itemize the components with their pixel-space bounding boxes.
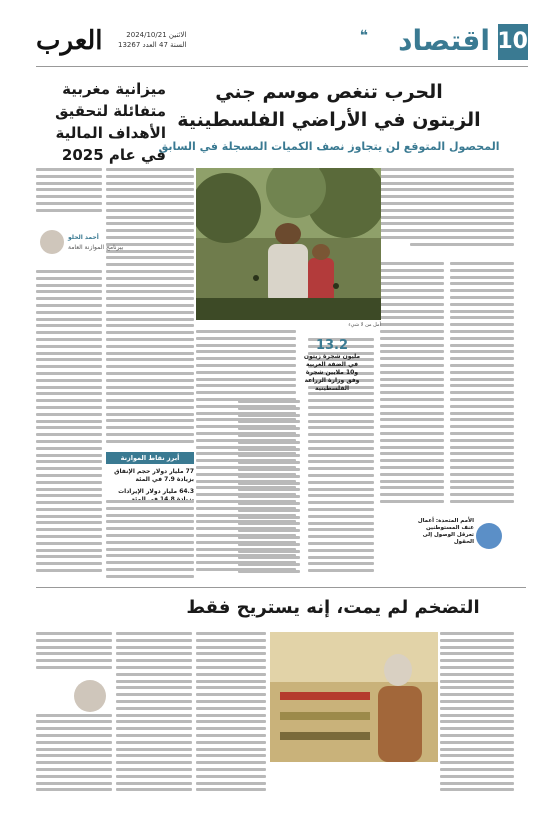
shopper-illustration <box>270 632 438 762</box>
photo-caption: أمل من لا شيء <box>348 322 381 328</box>
masthead-logo: العرب <box>36 26 103 56</box>
shopper-photo <box>270 632 438 762</box>
olive-harvest-illustration <box>196 168 381 320</box>
bottom-column-1 <box>440 632 514 802</box>
budget-facts-title: أبرز نقاط الموازنة <box>106 452 194 464</box>
pull-quote <box>300 338 364 393</box>
page-number: 10 <box>498 24 528 60</box>
side-column-3 <box>106 500 194 583</box>
section-title: اقتصاد <box>398 24 490 57</box>
budget-fact-1: 77 مليار دولار حجم الإنفاق بزيادة 7.9 في المئة <box>114 468 194 483</box>
un-caption: الأمم المتحدة: أعمال عنف المستوطنين تعرقل الوصول إلى الحقول <box>417 518 474 545</box>
main-column-5 <box>196 330 296 583</box>
main-subtitle: المحصول المتوقع لن يتجاوز نصف الكميات المسجلة في السابق <box>158 140 500 153</box>
author-name: أحمد الحلو <box>68 234 99 241</box>
quote-mark-icon: ❝ <box>359 28 368 44</box>
bottom-column-2 <box>196 632 266 802</box>
bottom-headline: التضخم لم يمت، إنه يستريح فقط <box>186 597 480 618</box>
author-role: بيرنامج الموازنة العامة <box>68 244 124 251</box>
main-headline-line1: الحرب تنغص موسم جني <box>215 81 443 103</box>
main-headline <box>144 78 514 134</box>
issue-date: الاثنين 2024/10/21 <box>126 31 187 39</box>
budget-fact-2: 64.3 مليار دولار الإيرادات <box>118 488 194 495</box>
issue-info <box>118 30 186 50</box>
side-column-2-top <box>36 168 102 220</box>
main-headline-line2: الزيتون في الأراضي الفلسطينية <box>177 109 481 131</box>
issue-number: السنة 47 العدد 13267 <box>118 41 187 49</box>
side-headline: ميزانية مغربية متفائلة لتحقيق الأهداف المالية في عام 2025 <box>55 80 166 164</box>
bottom-column-4 <box>36 632 112 802</box>
bottom-column-3 <box>116 632 192 802</box>
author-avatar <box>40 230 64 254</box>
side-column-2 <box>36 270 102 583</box>
main-column-1 <box>450 262 514 512</box>
author-box <box>36 224 166 264</box>
main-column-2 <box>380 262 444 512</box>
page-header <box>36 20 528 70</box>
un-logo-icon <box>476 523 502 549</box>
main-intro-column <box>366 168 514 253</box>
budget-facts-box <box>106 452 194 504</box>
side-column-1 <box>106 168 194 448</box>
pull-quote-number: 13.2 <box>315 338 349 353</box>
story-divider <box>36 587 526 588</box>
olive-harvest-photo <box>196 168 381 320</box>
header-divider <box>36 66 528 67</box>
pull-quote-text: مليون شجرة زيتون في الضفة الغربية و10 ملايين شجرة وفق وزارة الزراعة الفلسطينية <box>303 353 361 392</box>
